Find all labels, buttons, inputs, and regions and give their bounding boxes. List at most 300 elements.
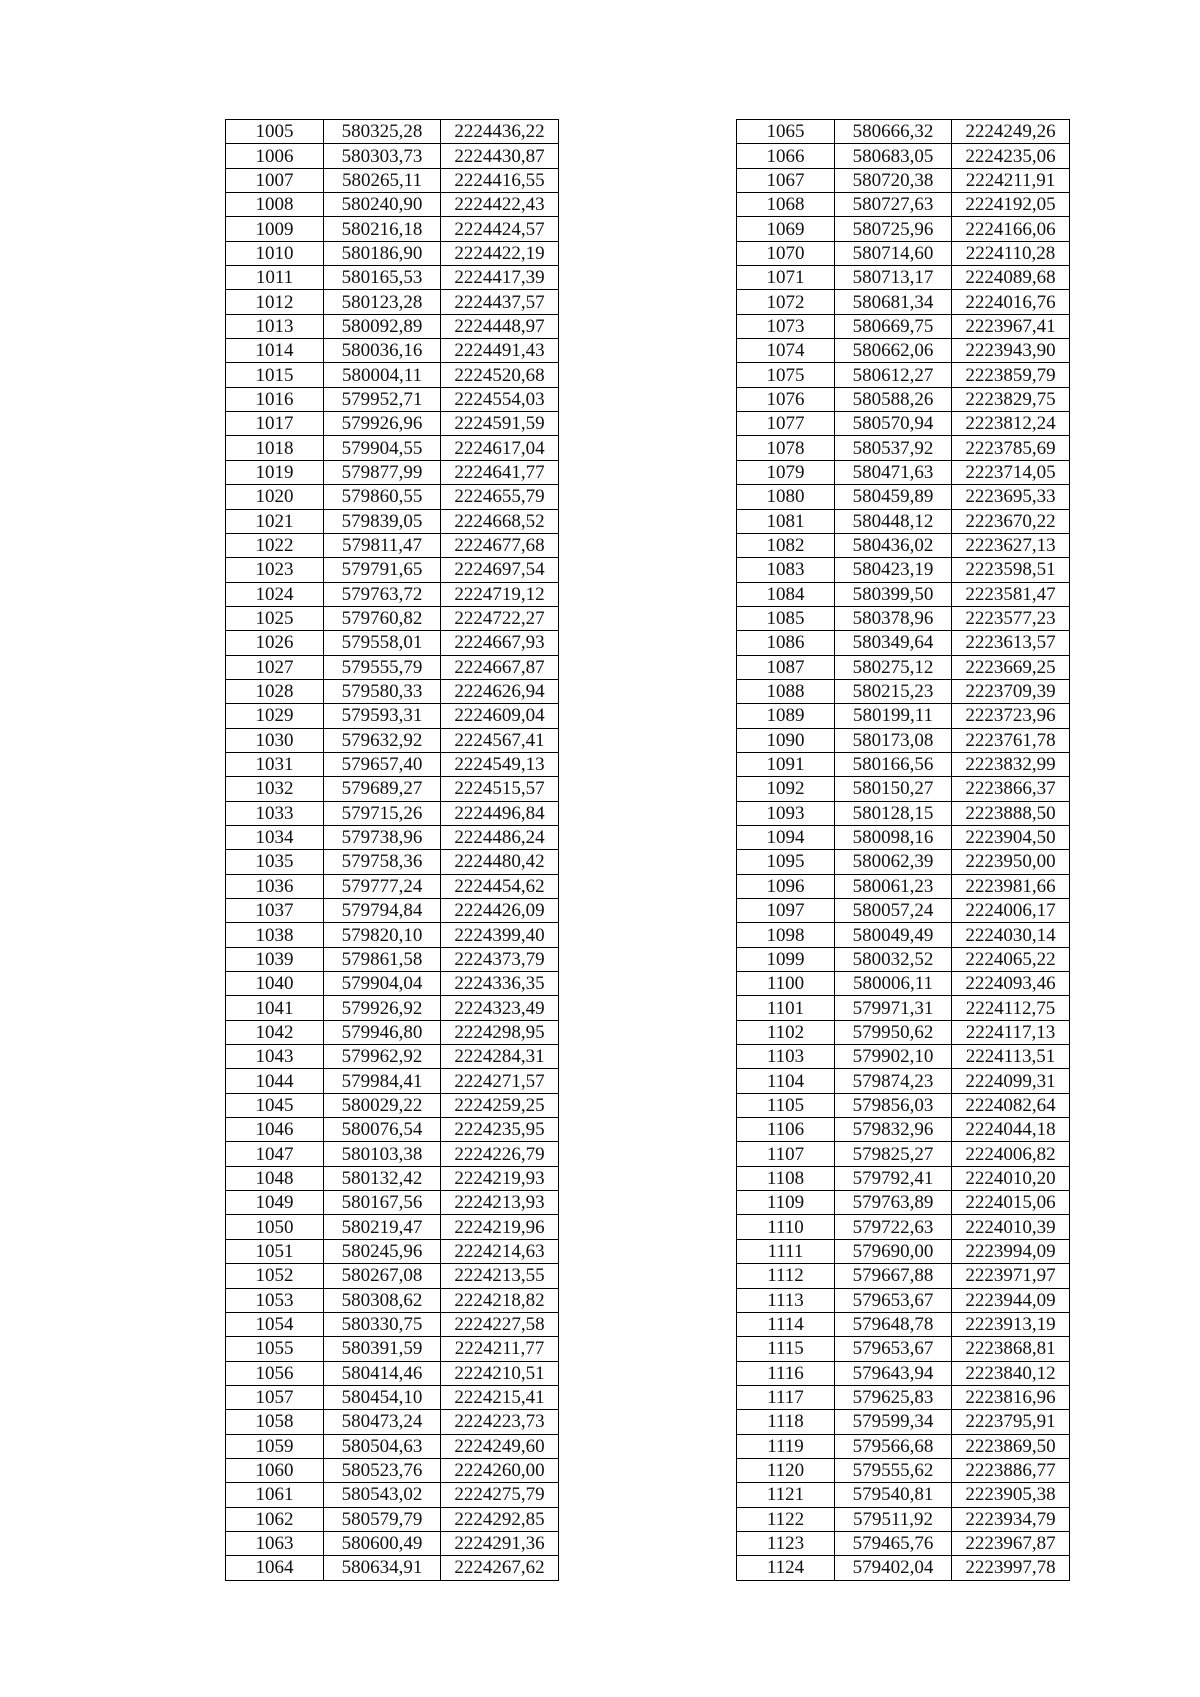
x-coordinate-cell: 579860,55 — [324, 485, 441, 509]
y-coordinate-cell: 2224292,85 — [441, 1507, 559, 1531]
y-coordinate-cell: 2224211,77 — [441, 1337, 559, 1361]
y-coordinate-cell: 2224454,62 — [441, 874, 559, 898]
x-coordinate-cell: 579758,36 — [324, 850, 441, 874]
x-coordinate-cell: 579667,88 — [835, 1264, 952, 1288]
point-number-cell: 1042 — [226, 1020, 324, 1044]
y-coordinate-cell: 2224424,57 — [441, 217, 559, 241]
table-row — [737, 1264, 1070, 1288]
x-coordinate-cell: 580399,50 — [835, 582, 952, 606]
y-coordinate-cell: 2224089,68 — [952, 266, 1070, 290]
x-coordinate-cell: 580378,96 — [835, 606, 952, 630]
x-coordinate-cell: 580219,47 — [324, 1215, 441, 1239]
table-row — [226, 193, 559, 217]
x-coordinate-cell: 579856,03 — [835, 1093, 952, 1117]
table-row — [737, 1556, 1070, 1580]
point-number-cell: 1043 — [226, 1045, 324, 1069]
x-coordinate-cell: 579777,24 — [324, 874, 441, 898]
x-coordinate-cell: 580132,42 — [324, 1166, 441, 1190]
x-coordinate-cell: 580471,63 — [835, 460, 952, 484]
table-row — [226, 1069, 559, 1093]
y-coordinate-cell: 2224215,41 — [441, 1385, 559, 1409]
x-coordinate-cell: 580245,96 — [324, 1239, 441, 1263]
x-coordinate-cell: 579926,92 — [324, 996, 441, 1020]
y-coordinate-cell: 2224667,93 — [441, 631, 559, 655]
table-row — [737, 509, 1070, 533]
point-number-cell: 1044 — [226, 1069, 324, 1093]
point-number-cell: 1031 — [226, 752, 324, 776]
point-number-cell: 1054 — [226, 1312, 324, 1336]
x-coordinate-cell: 580150,27 — [835, 777, 952, 801]
y-coordinate-cell: 2224267,62 — [441, 1556, 559, 1580]
x-coordinate-cell: 579760,82 — [324, 606, 441, 630]
point-number-cell: 1074 — [737, 339, 835, 363]
coordinate-table-left-body — [226, 120, 559, 1581]
point-number-cell: 1124 — [737, 1556, 835, 1580]
point-number-cell: 1067 — [737, 168, 835, 192]
y-coordinate-cell: 2224065,22 — [952, 947, 1070, 971]
x-coordinate-cell: 580006,11 — [835, 972, 952, 996]
x-coordinate-cell: 579657,40 — [324, 752, 441, 776]
table-row — [737, 558, 1070, 582]
point-number-cell: 1011 — [226, 266, 324, 290]
table-row — [226, 1507, 559, 1531]
y-coordinate-cell: 2224249,26 — [952, 120, 1070, 144]
point-number-cell: 1071 — [737, 266, 835, 290]
table-row — [226, 1434, 559, 1458]
table-row — [737, 1191, 1070, 1215]
table-row — [737, 144, 1070, 168]
table-row — [226, 1531, 559, 1555]
x-coordinate-cell: 579791,65 — [324, 558, 441, 582]
table-row — [226, 1142, 559, 1166]
y-coordinate-cell: 2224554,03 — [441, 387, 559, 411]
table-row — [737, 1507, 1070, 1531]
x-coordinate-cell: 580308,62 — [324, 1288, 441, 1312]
coordinate-table-right — [736, 119, 1070, 1581]
table-row — [737, 899, 1070, 923]
point-number-cell: 1024 — [226, 582, 324, 606]
x-coordinate-cell: 580267,08 — [324, 1264, 441, 1288]
x-coordinate-cell: 580725,96 — [835, 217, 952, 241]
y-coordinate-cell: 2223994,09 — [952, 1239, 1070, 1263]
point-number-cell: 1040 — [226, 972, 324, 996]
x-coordinate-cell: 579877,99 — [324, 460, 441, 484]
y-coordinate-cell: 2223695,33 — [952, 485, 1070, 509]
y-coordinate-cell: 2224448,97 — [441, 314, 559, 338]
x-coordinate-cell: 580103,38 — [324, 1142, 441, 1166]
y-coordinate-cell: 2224626,94 — [441, 679, 559, 703]
point-number-cell: 1090 — [737, 728, 835, 752]
y-coordinate-cell: 2224166,06 — [952, 217, 1070, 241]
point-number-cell: 1057 — [226, 1385, 324, 1409]
table-row — [737, 460, 1070, 484]
x-coordinate-cell: 580436,02 — [835, 533, 952, 557]
point-number-cell: 1065 — [737, 120, 835, 144]
x-coordinate-cell: 580448,12 — [835, 509, 952, 533]
point-number-cell: 1058 — [226, 1410, 324, 1434]
point-number-cell: 1122 — [737, 1507, 835, 1531]
point-number-cell: 1026 — [226, 631, 324, 655]
point-number-cell: 1107 — [737, 1142, 835, 1166]
y-coordinate-cell: 2224082,64 — [952, 1093, 1070, 1117]
y-coordinate-cell: 2224549,13 — [441, 752, 559, 776]
point-number-cell: 1121 — [737, 1483, 835, 1507]
point-number-cell: 1070 — [737, 241, 835, 265]
y-coordinate-cell: 2223785,69 — [952, 436, 1070, 460]
table-row — [737, 874, 1070, 898]
y-coordinate-cell: 2224211,91 — [952, 168, 1070, 192]
table-row — [737, 387, 1070, 411]
y-coordinate-cell: 2223723,96 — [952, 704, 1070, 728]
point-number-cell: 1101 — [737, 996, 835, 1020]
table-row — [226, 1191, 559, 1215]
x-coordinate-cell: 580098,16 — [835, 825, 952, 849]
table-row — [226, 996, 559, 1020]
table-row — [226, 1239, 559, 1263]
x-coordinate-cell: 580504,63 — [324, 1434, 441, 1458]
x-coordinate-cell: 579950,62 — [835, 1020, 952, 1044]
x-coordinate-cell: 579738,96 — [324, 825, 441, 849]
table-row — [737, 314, 1070, 338]
table-row — [737, 825, 1070, 849]
y-coordinate-cell: 2224284,31 — [441, 1045, 559, 1069]
table-row — [226, 460, 559, 484]
table-row — [226, 436, 559, 460]
y-coordinate-cell: 2223869,50 — [952, 1434, 1070, 1458]
x-coordinate-cell: 580240,90 — [324, 193, 441, 217]
y-coordinate-cell: 2223943,90 — [952, 339, 1070, 363]
y-coordinate-cell: 2223829,75 — [952, 387, 1070, 411]
point-number-cell: 1077 — [737, 412, 835, 436]
x-coordinate-cell: 579722,63 — [835, 1215, 952, 1239]
point-number-cell: 1115 — [737, 1337, 835, 1361]
x-coordinate-cell: 580349,64 — [835, 631, 952, 655]
point-number-cell: 1046 — [226, 1118, 324, 1142]
x-coordinate-cell: 579792,41 — [835, 1166, 952, 1190]
x-coordinate-cell: 580714,60 — [835, 241, 952, 265]
point-number-cell: 1092 — [737, 777, 835, 801]
y-coordinate-cell: 2224260,00 — [441, 1458, 559, 1482]
x-coordinate-cell: 580062,39 — [835, 850, 952, 874]
y-coordinate-cell: 2224719,12 — [441, 582, 559, 606]
x-coordinate-cell: 580057,24 — [835, 899, 952, 923]
point-number-cell: 1085 — [737, 606, 835, 630]
x-coordinate-cell: 580720,38 — [835, 168, 952, 192]
table-row — [226, 533, 559, 557]
y-coordinate-cell: 2223905,38 — [952, 1483, 1070, 1507]
table-row — [226, 777, 559, 801]
table-row — [737, 655, 1070, 679]
table-row — [226, 1020, 559, 1044]
table-row — [226, 144, 559, 168]
y-coordinate-cell: 2224323,49 — [441, 996, 559, 1020]
table-row — [226, 1118, 559, 1142]
point-number-cell: 1103 — [737, 1045, 835, 1069]
x-coordinate-cell: 579511,92 — [835, 1507, 952, 1531]
x-coordinate-cell: 579820,10 — [324, 923, 441, 947]
x-coordinate-cell: 579962,92 — [324, 1045, 441, 1069]
table-row — [226, 1215, 559, 1239]
table-row — [737, 1069, 1070, 1093]
x-coordinate-cell: 579763,89 — [835, 1191, 952, 1215]
table-row — [226, 801, 559, 825]
point-number-cell: 1055 — [226, 1337, 324, 1361]
x-coordinate-cell: 579904,55 — [324, 436, 441, 460]
y-coordinate-cell: 2223832,99 — [952, 752, 1070, 776]
x-coordinate-cell: 580303,73 — [324, 144, 441, 168]
x-coordinate-cell: 580681,34 — [835, 290, 952, 314]
x-coordinate-cell: 580032,52 — [835, 947, 952, 971]
point-number-cell: 1062 — [226, 1507, 324, 1531]
point-number-cell: 1027 — [226, 655, 324, 679]
y-coordinate-cell: 2223577,23 — [952, 606, 1070, 630]
y-coordinate-cell: 2224422,19 — [441, 241, 559, 265]
point-number-cell: 1038 — [226, 923, 324, 947]
y-coordinate-cell: 2224617,04 — [441, 436, 559, 460]
table-row — [737, 1531, 1070, 1555]
x-coordinate-cell: 579902,10 — [835, 1045, 952, 1069]
point-number-cell: 1113 — [737, 1288, 835, 1312]
table-row — [737, 1434, 1070, 1458]
point-number-cell: 1056 — [226, 1361, 324, 1385]
point-number-cell: 1099 — [737, 947, 835, 971]
y-coordinate-cell: 2224044,18 — [952, 1118, 1070, 1142]
x-coordinate-cell: 579861,58 — [324, 947, 441, 971]
x-coordinate-cell: 579632,92 — [324, 728, 441, 752]
y-coordinate-cell: 2223934,79 — [952, 1507, 1070, 1531]
table-row — [226, 728, 559, 752]
table-row — [737, 193, 1070, 217]
y-coordinate-cell: 2223816,96 — [952, 1385, 1070, 1409]
y-coordinate-cell: 2223840,12 — [952, 1361, 1070, 1385]
y-coordinate-cell: 2224213,55 — [441, 1264, 559, 1288]
point-number-cell: 1030 — [226, 728, 324, 752]
x-coordinate-cell: 580165,53 — [324, 266, 441, 290]
y-coordinate-cell: 2223866,37 — [952, 777, 1070, 801]
y-coordinate-cell: 2224641,77 — [441, 460, 559, 484]
y-coordinate-cell: 2223795,91 — [952, 1410, 1070, 1434]
point-number-cell: 1116 — [737, 1361, 835, 1385]
y-coordinate-cell: 2224259,25 — [441, 1093, 559, 1117]
table-row — [226, 1166, 559, 1190]
table-row — [737, 631, 1070, 655]
y-coordinate-cell: 2224655,79 — [441, 485, 559, 509]
point-number-cell: 1104 — [737, 1069, 835, 1093]
x-coordinate-cell: 579653,67 — [835, 1337, 952, 1361]
table-row — [737, 1337, 1070, 1361]
y-coordinate-cell: 2224417,39 — [441, 266, 559, 290]
point-number-cell: 1059 — [226, 1434, 324, 1458]
point-number-cell: 1083 — [737, 558, 835, 582]
y-coordinate-cell: 2224249,60 — [441, 1434, 559, 1458]
point-number-cell: 1034 — [226, 825, 324, 849]
point-number-cell: 1096 — [737, 874, 835, 898]
y-coordinate-cell: 2224373,79 — [441, 947, 559, 971]
table-row — [737, 1093, 1070, 1117]
point-number-cell: 1112 — [737, 1264, 835, 1288]
x-coordinate-cell: 579874,23 — [835, 1069, 952, 1093]
y-coordinate-cell: 2224486,24 — [441, 825, 559, 849]
coordinate-table-right-body — [737, 120, 1070, 1581]
x-coordinate-cell: 580123,28 — [324, 290, 441, 314]
x-coordinate-cell: 580579,79 — [324, 1507, 441, 1531]
table-row — [737, 582, 1070, 606]
point-number-cell: 1047 — [226, 1142, 324, 1166]
x-coordinate-cell: 580423,19 — [835, 558, 952, 582]
table-row — [226, 558, 559, 582]
table-row — [226, 509, 559, 533]
point-number-cell: 1082 — [737, 533, 835, 557]
x-coordinate-cell: 579540,81 — [835, 1483, 952, 1507]
point-number-cell: 1073 — [737, 314, 835, 338]
x-coordinate-cell: 580325,28 — [324, 120, 441, 144]
y-coordinate-cell: 2224113,51 — [952, 1045, 1070, 1069]
point-number-cell: 1016 — [226, 387, 324, 411]
table-row — [226, 266, 559, 290]
x-coordinate-cell: 580265,11 — [324, 168, 441, 192]
table-row — [226, 655, 559, 679]
point-number-cell: 1063 — [226, 1531, 324, 1555]
point-number-cell: 1098 — [737, 923, 835, 947]
x-coordinate-cell: 580215,23 — [835, 679, 952, 703]
point-number-cell: 1006 — [226, 144, 324, 168]
table-row — [737, 1215, 1070, 1239]
y-coordinate-cell: 2223971,97 — [952, 1264, 1070, 1288]
point-number-cell: 1081 — [737, 509, 835, 533]
table-row — [737, 801, 1070, 825]
y-coordinate-cell: 2223967,41 — [952, 314, 1070, 338]
x-coordinate-cell: 580414,46 — [324, 1361, 441, 1385]
y-coordinate-cell: 2223981,66 — [952, 874, 1070, 898]
x-coordinate-cell: 580537,92 — [835, 436, 952, 460]
y-coordinate-cell: 2224226,79 — [441, 1142, 559, 1166]
point-number-cell: 1105 — [737, 1093, 835, 1117]
point-number-cell: 1049 — [226, 1191, 324, 1215]
point-number-cell: 1117 — [737, 1385, 835, 1409]
y-coordinate-cell: 2224218,82 — [441, 1288, 559, 1312]
y-coordinate-cell: 2224099,31 — [952, 1069, 1070, 1093]
point-number-cell: 1076 — [737, 387, 835, 411]
point-number-cell: 1028 — [226, 679, 324, 703]
point-number-cell: 1061 — [226, 1483, 324, 1507]
table-row — [737, 1020, 1070, 1044]
point-number-cell: 1007 — [226, 168, 324, 192]
table-row — [226, 606, 559, 630]
x-coordinate-cell: 579593,31 — [324, 704, 441, 728]
x-coordinate-cell: 580061,23 — [835, 874, 952, 898]
x-coordinate-cell: 579690,00 — [835, 1239, 952, 1263]
table-row — [737, 996, 1070, 1020]
point-number-cell: 1079 — [737, 460, 835, 484]
point-number-cell: 1005 — [226, 120, 324, 144]
point-number-cell: 1017 — [226, 412, 324, 436]
point-number-cell: 1111 — [737, 1239, 835, 1263]
point-number-cell: 1108 — [737, 1166, 835, 1190]
x-coordinate-cell: 579625,83 — [835, 1385, 952, 1409]
table-row — [737, 1410, 1070, 1434]
x-coordinate-cell: 580166,56 — [835, 752, 952, 776]
x-coordinate-cell: 580588,26 — [835, 387, 952, 411]
y-coordinate-cell: 2223709,39 — [952, 679, 1070, 703]
point-number-cell: 1048 — [226, 1166, 324, 1190]
table-row — [226, 1458, 559, 1482]
table-row — [226, 1045, 559, 1069]
point-number-cell: 1052 — [226, 1264, 324, 1288]
point-number-cell: 1008 — [226, 193, 324, 217]
x-coordinate-cell: 580199,11 — [835, 704, 952, 728]
point-number-cell: 1012 — [226, 290, 324, 314]
y-coordinate-cell: 2224520,68 — [441, 363, 559, 387]
table-row — [737, 1118, 1070, 1142]
x-coordinate-cell: 580666,32 — [835, 120, 952, 144]
table-row — [737, 533, 1070, 557]
table-row — [226, 582, 559, 606]
table-row — [226, 923, 559, 947]
x-coordinate-cell: 579926,96 — [324, 412, 441, 436]
table-row — [737, 436, 1070, 460]
y-coordinate-cell: 2224030,14 — [952, 923, 1070, 947]
y-coordinate-cell: 2223904,50 — [952, 825, 1070, 849]
point-number-cell: 1009 — [226, 217, 324, 241]
y-coordinate-cell: 2224677,68 — [441, 533, 559, 557]
x-coordinate-cell: 579763,72 — [324, 582, 441, 606]
table-row — [737, 923, 1070, 947]
table-row — [226, 1410, 559, 1434]
point-number-cell: 1032 — [226, 777, 324, 801]
x-coordinate-cell: 579794,84 — [324, 899, 441, 923]
x-coordinate-cell: 580076,54 — [324, 1118, 441, 1142]
y-coordinate-cell: 2224722,27 — [441, 606, 559, 630]
y-coordinate-cell: 2223886,77 — [952, 1458, 1070, 1482]
y-coordinate-cell: 2224291,36 — [441, 1531, 559, 1555]
point-number-cell: 1045 — [226, 1093, 324, 1117]
y-coordinate-cell: 2223714,05 — [952, 460, 1070, 484]
x-coordinate-cell: 579971,31 — [835, 996, 952, 1020]
point-number-cell: 1109 — [737, 1191, 835, 1215]
x-coordinate-cell: 580128,15 — [835, 801, 952, 825]
y-coordinate-cell: 2224223,73 — [441, 1410, 559, 1434]
table-row — [737, 606, 1070, 630]
y-coordinate-cell: 2223868,81 — [952, 1337, 1070, 1361]
y-coordinate-cell: 2224219,93 — [441, 1166, 559, 1190]
y-coordinate-cell: 2224496,84 — [441, 801, 559, 825]
y-coordinate-cell: 2224667,87 — [441, 655, 559, 679]
y-coordinate-cell: 2224006,17 — [952, 899, 1070, 923]
y-coordinate-cell: 2224422,43 — [441, 193, 559, 217]
point-number-cell: 1086 — [737, 631, 835, 655]
x-coordinate-cell: 579465,76 — [835, 1531, 952, 1555]
y-coordinate-cell: 2224697,54 — [441, 558, 559, 582]
y-coordinate-cell: 2223950,00 — [952, 850, 1070, 874]
x-coordinate-cell: 580612,27 — [835, 363, 952, 387]
x-coordinate-cell: 579402,04 — [835, 1556, 952, 1580]
table-row — [737, 485, 1070, 509]
point-number-cell: 1110 — [737, 1215, 835, 1239]
y-coordinate-cell: 2223669,25 — [952, 655, 1070, 679]
table-row — [737, 1458, 1070, 1482]
table-row — [737, 679, 1070, 703]
table-row — [737, 241, 1070, 265]
point-number-cell: 1093 — [737, 801, 835, 825]
point-number-cell: 1019 — [226, 460, 324, 484]
y-coordinate-cell: 2224192,05 — [952, 193, 1070, 217]
table-row — [226, 241, 559, 265]
x-coordinate-cell: 579566,68 — [835, 1434, 952, 1458]
table-row — [737, 217, 1070, 241]
point-number-cell: 1069 — [737, 217, 835, 241]
table-row — [737, 704, 1070, 728]
point-number-cell: 1120 — [737, 1458, 835, 1482]
